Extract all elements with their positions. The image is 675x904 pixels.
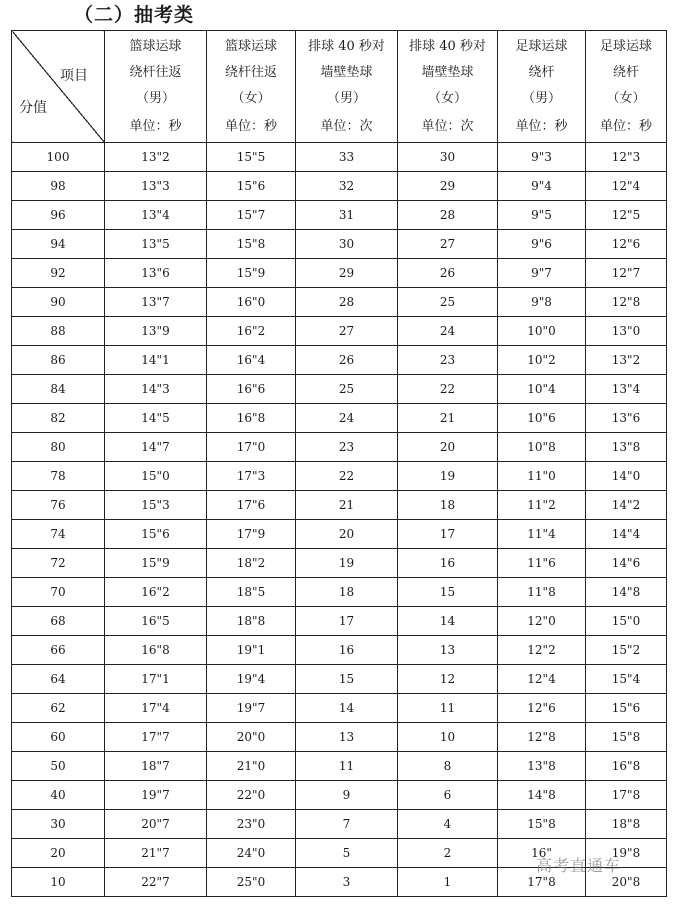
football-female-cell: 13"6 [586,404,667,433]
table-row [12,491,667,520]
volleyball-male-cell: 22 [296,462,398,491]
column-header-unit: 单位：秒 [224,118,277,134]
basketball-male-cell: 13"5 [105,230,207,259]
football-male-cell: 12"8 [498,723,586,752]
score-cell: 76 [12,491,105,520]
basketball-female-cell: 17"0 [207,433,296,462]
basketball-male-cell: 13"7 [105,288,207,317]
score-cell: 20 [12,839,105,868]
volleyball-male-cell: 18 [296,578,398,607]
basketball-male-cell: 13"6 [105,259,207,288]
volleyball-male-cell: 16 [296,636,398,665]
football-male-cell: 9"6 [498,230,586,259]
football-female-cell: 17"8 [586,781,667,810]
table-row [12,549,667,578]
basketball-female-cell: 16"6 [207,375,296,404]
volleyball-female-cell: 29 [398,172,498,201]
table-row [12,607,667,636]
basketball-female-cell: 15"9 [207,259,296,288]
volleyball-male-cell: 5 [296,839,398,868]
basketball-male-cell: 18"7 [105,752,207,781]
volleyball-male-cell: 31 [296,201,398,230]
volleyball-male-cell: 15 [296,665,398,694]
basketball-male-cell: 19"7 [105,781,207,810]
football-female-cell: 19"8 [586,839,667,868]
football-female-cell: 12"5 [586,201,667,230]
table-row [12,259,667,288]
table-row [12,752,667,781]
column-header-line: 绕杆 [612,64,639,80]
basketball-male-cell: 13"2 [105,143,207,172]
volleyball-female-cell: 23 [398,346,498,375]
football-female-cell: 14"6 [586,549,667,578]
score-cell: 78 [12,462,105,491]
football-male-cell: 10"4 [498,375,586,404]
basketball-female-cell: 15"5 [207,143,296,172]
corner-score-label: 分值 [19,100,47,116]
column-header-volleyball-male [296,31,398,143]
football-male-cell: 9"7 [498,259,586,288]
score-cell: 84 [12,375,105,404]
volleyball-female-cell: 17 [398,520,498,549]
table-row [12,665,667,694]
volleyball-male-cell: 28 [296,288,398,317]
basketball-female-cell: 24"0 [207,839,296,868]
column-header-unit: 单位：秒 [515,118,568,134]
table-row [12,636,667,665]
basketball-female-cell: 16"4 [207,346,296,375]
basketball-male-cell: 16"5 [105,607,207,636]
football-female-cell: 12"6 [586,230,667,259]
basketball-male-cell: 13"9 [105,317,207,346]
football-male-cell: 10"8 [498,433,586,462]
score-cell: 96 [12,201,105,230]
column-header-unit: 单位：次 [320,118,373,134]
volleyball-female-cell: 6 [398,781,498,810]
volleyball-male-cell: 17 [296,607,398,636]
football-male-cell: 12"2 [498,636,586,665]
table-row [12,578,667,607]
football-female-cell: 13"0 [586,317,667,346]
basketball-female-cell: 16"8 [207,404,296,433]
volleyball-male-cell: 20 [296,520,398,549]
volleyball-male-cell: 24 [296,404,398,433]
table-row [12,288,667,317]
football-female-cell: 14"0 [586,462,667,491]
volleyball-male-cell: 9 [296,781,398,810]
basketball-female-cell: 16"2 [207,317,296,346]
football-male-cell: 10"6 [498,404,586,433]
column-header-volleyball-female [398,31,498,143]
volleyball-female-cell: 24 [398,317,498,346]
score-cell: 80 [12,433,105,462]
football-male-cell: 11"8 [498,578,586,607]
column-header-basketball-male [105,31,207,143]
column-header-line: 绕杆 [528,64,555,80]
football-male-cell: 11"2 [498,491,586,520]
score-cell: 66 [12,636,105,665]
column-header-line: 足球运球 [515,38,568,54]
score-cell: 64 [12,665,105,694]
volleyball-male-cell: 23 [296,433,398,462]
basketball-female-cell: 22"0 [207,781,296,810]
basketball-female-cell: 18"8 [207,607,296,636]
football-male-cell: 9"5 [498,201,586,230]
basketball-female-cell: 17"6 [207,491,296,520]
volleyball-male-cell: 29 [296,259,398,288]
column-header-football-male [498,31,586,143]
basketball-male-cell: 15"6 [105,520,207,549]
football-female-cell: 20"8 [586,868,667,897]
volleyball-male-cell: 19 [296,549,398,578]
football-male-cell: 14"8 [498,781,586,810]
basketball-female-cell: 17"9 [207,520,296,549]
football-female-cell: 12"3 [586,143,667,172]
table-row [12,694,667,723]
corner-item-label: 项目 [60,68,88,84]
volleyball-female-cell: 26 [398,259,498,288]
header-row [12,31,667,143]
basketball-male-cell: 14"3 [105,375,207,404]
volleyball-male-cell: 7 [296,810,398,839]
watermark: 高考直通车 [536,856,622,875]
basketball-female-cell: 15"8 [207,230,296,259]
football-female-cell: 13"2 [586,346,667,375]
volleyball-female-cell: 14 [398,607,498,636]
score-cell: 40 [12,781,105,810]
column-header-line: 绕杆往返 [129,64,182,80]
volleyball-male-cell: 33 [296,143,398,172]
basketball-female-cell: 18"2 [207,549,296,578]
volleyball-female-cell: 19 [398,462,498,491]
football-female-cell: 12"7 [586,259,667,288]
football-female-cell: 16"8 [586,752,667,781]
football-female-cell: 18"8 [586,810,667,839]
volleyball-female-cell: 25 [398,288,498,317]
column-header-line: 篮球运球 [224,38,277,54]
table-row [12,723,667,752]
basketball-female-cell: 19"4 [207,665,296,694]
football-male-cell: 9"8 [498,288,586,317]
column-header-line: 绕杆往返 [224,64,277,80]
basketball-female-cell: 15"7 [207,201,296,230]
basketball-female-cell: 17"3 [207,462,296,491]
table-row [12,404,667,433]
table-row [12,781,667,810]
football-male-cell: 17"8 [498,868,586,897]
basketball-male-cell: 20"7 [105,810,207,839]
football-male-cell: 10"2 [498,346,586,375]
table-row [12,375,667,404]
score-cell: 68 [12,607,105,636]
volleyball-male-cell: 21 [296,491,398,520]
football-male-cell: 10"0 [498,317,586,346]
table-row [12,201,667,230]
section-title: （二）抽考类 [74,4,195,26]
table-row [12,143,667,172]
table-row [12,433,667,462]
basketball-female-cell: 15"6 [207,172,296,201]
score-cell: 88 [12,317,105,346]
table-row [12,172,667,201]
football-male-cell: 13"8 [498,752,586,781]
football-male-cell: 12"6 [498,694,586,723]
volleyball-female-cell: 30 [398,143,498,172]
football-female-cell: 13"8 [586,433,667,462]
volleyball-male-cell: 11 [296,752,398,781]
volleyball-male-cell: 26 [296,346,398,375]
volleyball-male-cell: 27 [296,317,398,346]
volleyball-female-cell: 20 [398,433,498,462]
basketball-female-cell: 18"5 [207,578,296,607]
basketball-male-cell: 16"2 [105,578,207,607]
football-female-cell: 14"8 [586,578,667,607]
football-female-cell: 15"4 [586,665,667,694]
volleyball-female-cell: 21 [398,404,498,433]
column-header-unit: 单位：秒 [129,118,182,134]
volleyball-female-cell: 27 [398,230,498,259]
volleyball-female-cell: 28 [398,201,498,230]
volleyball-female-cell: 22 [398,375,498,404]
corner-header [12,31,105,143]
score-cell: 30 [12,810,105,839]
column-header-line: 篮球运球 [129,38,182,54]
football-male-cell: 11"4 [498,520,586,549]
basketball-female-cell: 20"0 [207,723,296,752]
basketball-male-cell: 22"7 [105,868,207,897]
basketball-male-cell: 13"4 [105,201,207,230]
basketball-male-cell: 15"3 [105,491,207,520]
score-cell: 70 [12,578,105,607]
basketball-female-cell: 16"0 [207,288,296,317]
column-header-line: 墙壁垫球 [320,64,373,80]
table-row [12,317,667,346]
column-header-gender: （男） [135,90,175,106]
basketball-male-cell: 17"4 [105,694,207,723]
score-cell: 74 [12,520,105,549]
basketball-male-cell: 14"1 [105,346,207,375]
volleyball-female-cell: 15 [398,578,498,607]
basketball-male-cell: 15"9 [105,549,207,578]
score-cell: 90 [12,288,105,317]
football-male-cell: 12"4 [498,665,586,694]
column-header-unit: 单位：次 [421,118,474,134]
score-cell: 10 [12,868,105,897]
football-male-cell: 12"0 [498,607,586,636]
basketball-male-cell: 15"0 [105,462,207,491]
volleyball-female-cell: 13 [398,636,498,665]
football-female-cell: 15"8 [586,723,667,752]
score-cell: 94 [12,230,105,259]
table-row [12,230,667,259]
volleyball-female-cell: 12 [398,665,498,694]
volleyball-male-cell: 14 [296,694,398,723]
column-header-gender: （女） [606,90,646,106]
basketball-male-cell: 16"8 [105,636,207,665]
football-female-cell: 12"8 [586,288,667,317]
score-cell: 62 [12,694,105,723]
column-header-unit: 单位：秒 [599,118,652,134]
football-female-cell: 14"4 [586,520,667,549]
column-header-football-female [586,31,667,143]
table-row [12,520,667,549]
volleyball-male-cell: 25 [296,375,398,404]
score-cell: 98 [12,172,105,201]
volleyball-male-cell: 3 [296,868,398,897]
football-female-cell: 12"4 [586,172,667,201]
column-header-line: 足球运球 [599,38,652,54]
score-table [11,30,667,897]
football-female-cell: 13"4 [586,375,667,404]
volleyball-female-cell: 2 [398,839,498,868]
score-cell: 100 [12,143,105,172]
score-cell: 72 [12,549,105,578]
football-female-cell: 15"2 [586,636,667,665]
basketball-male-cell: 13"3 [105,172,207,201]
football-female-cell: 14"2 [586,491,667,520]
basketball-female-cell: 19"7 [207,694,296,723]
football-male-cell: 15"8 [498,810,586,839]
football-male-cell: 11"6 [498,549,586,578]
volleyball-female-cell: 11 [398,694,498,723]
column-header-line: 排球 40 秒对 [308,38,385,54]
football-male-cell: 9"4 [498,172,586,201]
football-female-cell: 15"6 [586,694,667,723]
basketball-female-cell: 23"0 [207,810,296,839]
volleyball-female-cell: 1 [398,868,498,897]
basketball-female-cell: 19"1 [207,636,296,665]
column-header-gender: （男） [326,90,366,106]
volleyball-female-cell: 16 [398,549,498,578]
column-header-basketball-female [207,31,296,143]
score-cell: 92 [12,259,105,288]
score-cell: 50 [12,752,105,781]
football-female-cell: 15"0 [586,607,667,636]
football-male-cell: 16" [498,839,586,868]
basketball-male-cell: 14"7 [105,433,207,462]
score-cell: 86 [12,346,105,375]
column-header-line: 墙壁垫球 [421,64,474,80]
basketball-female-cell: 25"0 [207,868,296,897]
volleyball-female-cell: 4 [398,810,498,839]
football-male-cell: 9"3 [498,143,586,172]
column-header-gender: （女） [427,90,467,106]
table-row [12,462,667,491]
volleyball-female-cell: 18 [398,491,498,520]
table-row [12,810,667,839]
basketball-male-cell: 17"7 [105,723,207,752]
football-male-cell: 11"0 [498,462,586,491]
score-table-body [12,143,667,897]
volleyball-male-cell: 13 [296,723,398,752]
score-cell: 60 [12,723,105,752]
table-row [12,346,667,375]
column-header-gender: （女） [231,90,271,106]
basketball-female-cell: 21"0 [207,752,296,781]
column-header-gender: （男） [521,90,561,106]
score-cell: 82 [12,404,105,433]
basketball-male-cell: 21"7 [105,839,207,868]
column-header-line: 排球 40 秒对 [409,38,486,54]
volleyball-female-cell: 8 [398,752,498,781]
basketball-male-cell: 17"1 [105,665,207,694]
volleyball-male-cell: 30 [296,230,398,259]
volleyball-female-cell: 10 [398,723,498,752]
volleyball-male-cell: 32 [296,172,398,201]
basketball-male-cell: 14"5 [105,404,207,433]
